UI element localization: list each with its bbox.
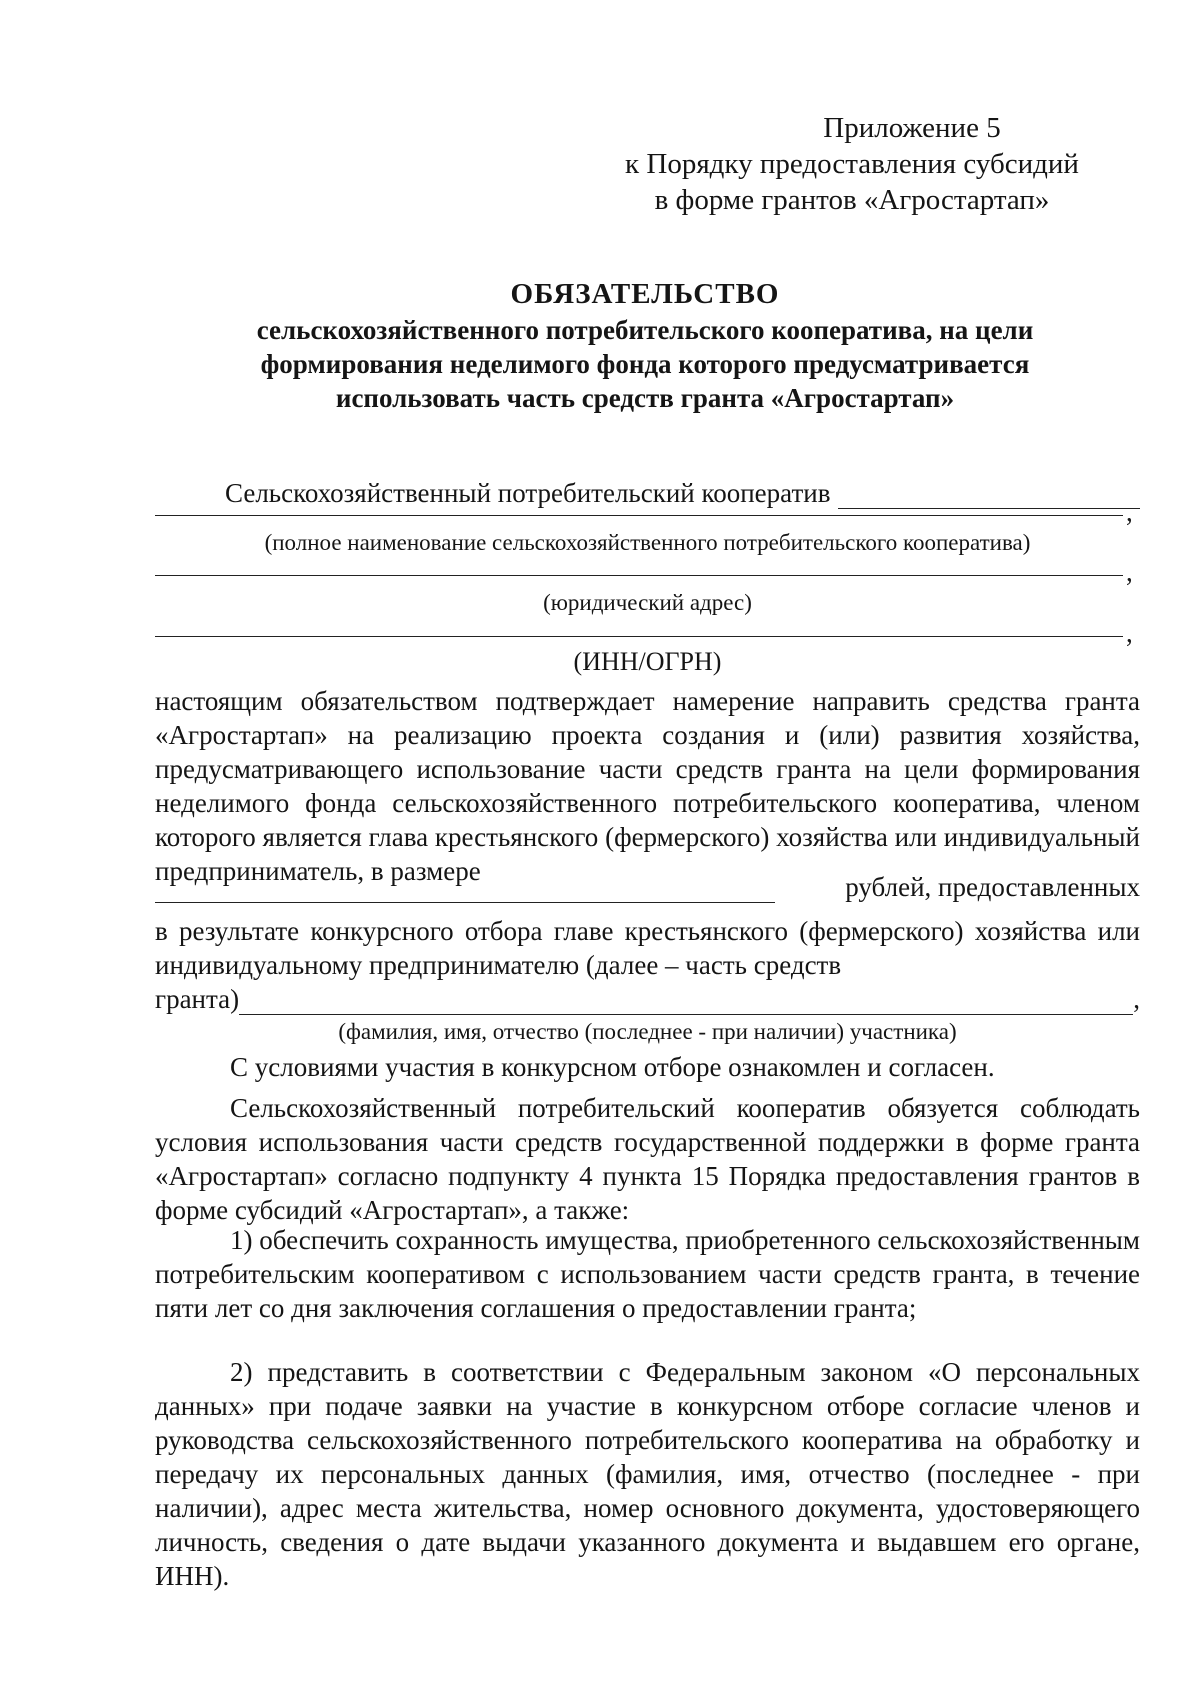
amount-row xyxy=(155,872,1140,903)
caption-inn: (ИНН/ОГРН) xyxy=(573,647,722,676)
document-title xyxy=(150,275,1140,415)
appendix-ref-line1: к Порядку предоставления субсидий xyxy=(625,148,1079,180)
grant-label: гранта) xyxy=(155,984,240,1014)
inn-line[interactable] xyxy=(155,636,1123,637)
caption-address: (юридический адрес) xyxy=(543,590,752,615)
caption-full-name: (полное наименование сельскохозяйственного потребительского кооператива) xyxy=(264,530,1031,555)
full-name-line[interactable] xyxy=(155,515,1123,516)
appendix-number: Приложение 5 xyxy=(823,112,1001,144)
amount-blank[interactable] xyxy=(155,876,775,903)
paragraph-obligations: Сельскохозяйственный потребительский кооператив обязуется соблюдать условия использования части средств государственной поддержки в форме гранта «Агростартап» согласно подпункту 4 пункта 15 Порядка предоставления грантов в форме субсидий «Агростартап», а также: xyxy=(155,1093,1140,1225)
caption-fio: (фамилия, имя, отчество (последнее - при наличии) участника) xyxy=(338,1019,957,1044)
full-name-comma: , xyxy=(1126,497,1133,527)
address-line[interactable] xyxy=(155,575,1123,576)
title-sub-line1: сельскохозяйственного потребительского кооператива, на цели xyxy=(256,315,1034,345)
appendix-ref-line2: в форме грантов «Агростартап» xyxy=(654,184,1050,216)
paragraph-agreement: С условиями участия в конкурсном отборе ознакомлен и согласен. xyxy=(230,1052,995,1082)
title-main: ОБЯЗАТЕЛЬСТВО xyxy=(510,278,780,310)
grant-participant-row xyxy=(155,984,1140,1015)
paragraph-intent: настоящим обязательством подтверждает намерение направить средства гранта «Агростартап» на реализацию проекта создания и (или) развития хозяйства, предусматривающего использование части средств гранта на цели формирования неделимого фонда сельскохозяйственного потребительского кооператива, членом которого является глава крестьянского (фермерского) хозяйства или индивидуальный предприниматель, в размере xyxy=(155,686,1140,886)
paragraph-selection: в результате конкурсного отбора главе крестьянского (фермерского) хозяйства или индивидуальному предпринимателю (далее – часть средств xyxy=(155,916,1140,980)
coop-name-blank[interactable] xyxy=(838,482,1140,509)
coop-name-row xyxy=(225,478,1140,509)
appendix-header xyxy=(592,110,1112,218)
obligation-item-2: 2) представить в соответствии с Федеральным законом «О персональных данных» при подаче заявки на участие в конкурсном отборе согласие членов и руководства сельскохозяйственного потребительского кооператива на обработку и передачу их персональных данных (фамилия, имя, отчество (последнее - при наличии), адрес места жительства, номер основного документа, удостоверяющего личность, сведения о дате выдачи указанного документа и выдавшем его органе, ИНН). xyxy=(155,1357,1140,1591)
title-sub-line2: формирования неделимого фонда которого предусматривается xyxy=(260,349,1030,379)
participant-comma: , xyxy=(1133,984,1140,1014)
title-sub-line3: использовать часть средств гранта «Агростартап» xyxy=(335,383,955,413)
obligation-item-1: 1) обеспечить сохранность имущества, приобретенного сельскохозяйственным потребительским кооперативом с использованием части средств гранта, в течение пяти лет со дня заключения соглашения о предоставлении гранта; xyxy=(155,1225,1140,1323)
inn-comma: , xyxy=(1126,618,1133,648)
address-comma: , xyxy=(1126,557,1133,587)
amount-rubles-text: рублей, предоставленных xyxy=(845,872,1140,902)
coop-label: Сельскохозяйственный потребительский кооператив xyxy=(225,478,831,508)
participant-blank[interactable] xyxy=(239,988,1133,1015)
